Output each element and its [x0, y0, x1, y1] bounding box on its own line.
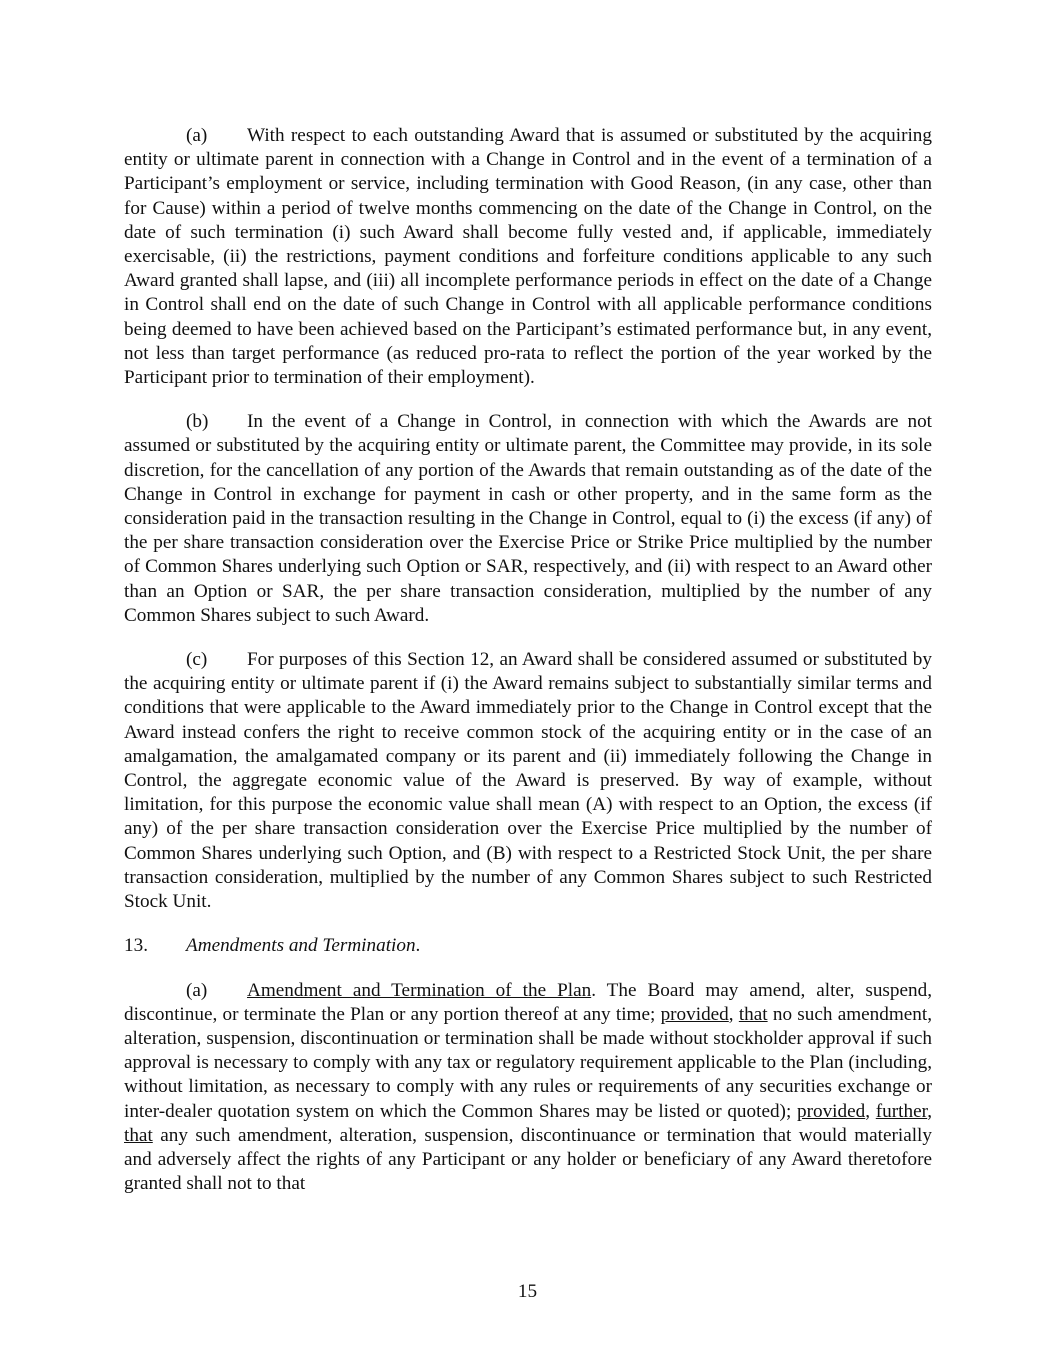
provided-term: provided — [660, 1003, 729, 1025]
page-number: 15 — [517, 1281, 538, 1302]
paragraph-text-part1: . The Board may amend, alter, suspend, discontinue, or terminate the Plan or any portion thereof at any time; — [124, 979, 932, 1025]
section-title: Amendments and Termination — [186, 935, 416, 957]
document-page — [124, 124, 932, 1216]
paragraph-12b — [124, 410, 932, 628]
section-13-heading — [124, 934, 932, 958]
section-number: 13. — [124, 935, 148, 957]
paragraph-label: (a) — [186, 125, 208, 146]
paragraph-text-part3: any such amendment, alteration, suspension, discontinuance or termination that would materially and adversely affect the rights of any Participant or any holder or beneficiary of any Award theretofore granted shall not to that — [124, 1124, 932, 1195]
paragraph-text: With respect to each outstanding Award that is assumed or substituted by the acquiring entity or ultimate parent in connection with a Change in Control and in the event of a termination of a Participant’s employment or service, including termination with Good Reason, (in any case, other than for Cause) within a period of twelve months commencing on the date of the Change in Control, on the date of such termination (i) such Award shall become fully vested and, if applicable, immediately exercisable, (ii) the restrictions, payment conditions and forfeiture conditions applicable to any such Award granted shall lapse, and (iii) all incomplete performance periods in effect on the date of a Change in Control shall end on the date of such Change in Control with all applicable performance conditions being deemed to have been achieved based on the Participant’s estimated performance but, in any event, not less than target performance (as reduced pro-rata to reflect the portion of the year worked by the Participant prior to termination of their employment). — [124, 125, 932, 389]
paragraph-13a — [124, 979, 932, 1197]
paragraph-label: (a) — [186, 979, 208, 1001]
paragraph-text: In the event of a Change in Control, in connection with which the Awards are not assumed or substituted by the acquiring entity or ultimate parent, the Committee may provide, in its sole discretion, for the cancellation of any portion of the Awards that remain outstanding as of the date of the Change in Control in exchange for payment in cash or other property, and in the same form as the consideration paid in the transaction resulting in the Change in Control, equal to (i) the excess (if any) of the per share transaction consideration over the Exercise Price or Strike Price multiplied by the number of Common Shares underlying such Option or SAR, respectively, and (ii) with respect to an Award other than an Option or SAR, the per share transaction consideration, multiplied by the number of any Common Shares subject to such Award. — [124, 411, 932, 626]
that-term: that — [738, 1003, 768, 1025]
punctuation: , — [865, 1100, 876, 1122]
subsection-heading: Amendment and Termination of the Plan — [247, 979, 592, 1001]
paragraph-12a — [124, 124, 932, 390]
further-term: further — [875, 1100, 928, 1122]
paragraph-text: For purposes of this Section 12, an Award shall be considered assumed or substituted by the acquiring entity or ultimate parent if (i) the Award remains subject to substantially similar terms and conditions that were applicable to the Award immediately prior to the Change in Control except that the Award instead confers the right to receive common stock of the acquiring entity or in the case of an amalgamation, the amalgamated company or its parent and (ii) immediately following the Change in Control, the aggregate economic value of the Award is preserved. By way of example, without limitation, for this purpose the economic value shall mean (A) with respect to an Option, the excess (if any) of the per share transaction consideration over the Exercise Price multiplied by the number of Common Shares underlying such Option, and (B) with respect to a Restricted Stock Unit, the per share transaction consideration, multiplied by the number of any Common Shares subject to such Restricted Stock Unit. — [124, 649, 932, 913]
paragraph-label: (b) — [186, 411, 209, 433]
punctuation: , — [728, 1003, 739, 1025]
section-title-period: . — [415, 935, 421, 957]
that-term: that — [124, 1124, 153, 1146]
paragraph-label: (c) — [186, 649, 208, 671]
punctuation: , — [927, 1100, 932, 1122]
paragraph-12c — [124, 648, 932, 914]
provided-term: provided — [797, 1100, 866, 1122]
paragraph-text-part2: no such amendment, alteration, suspension, discontinuation or termination shall be made without stockholder approval if such approval is necessary to comply with any tax or regulatory requirement applicable to the Plan (including, without limitation, as necessary to comply with any rules or requirements of any securities exchange or inter-dealer quotation system on which the Common Shares may be listed or quoted); — [124, 1003, 932, 1122]
